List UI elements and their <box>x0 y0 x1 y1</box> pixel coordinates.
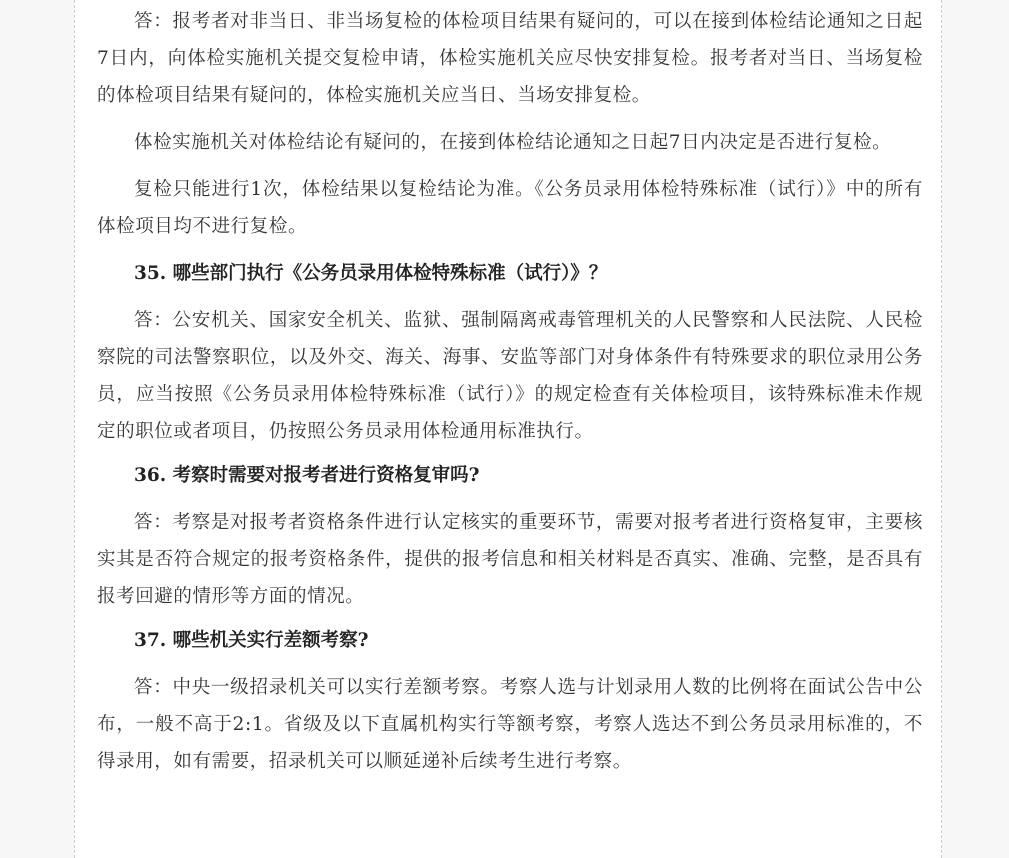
document-content <box>97 3 923 780</box>
question-heading-35: 35. 哪些部门执行《公务员录用体检特殊标准（试行）》？ <box>134 263 608 284</box>
answer-paragraph-recheck: 答：报考者对非当日、非当场复检的体检项目结果有疑问的，可以在接到体检结论通知之日起7日内，向体检实施机关提交复检申请，体检实施机关应尽快安排复检。报考者对当日、当场复检的体检项目结果有疑问的，体检实施机关应当日、当场安排复检。 <box>97 11 923 106</box>
document-page <box>74 0 942 858</box>
answer-paragraph-37: 答：中央一级招录机关可以实行差额考察。考察人选与计划录用人数的比例将在面试公告中公布，一般不高于2:1。省级及以下直属机构实行等额考察，考察人选达不到公务员录用标准的，不得录用，如有需要，招录机关可以顺延递补后续考生进行考察。 <box>97 677 923 772</box>
paragraph-recheck-once: 复检只能进行1次，体检结果以复检结论为准。《公务员录用体检特殊标准（试行）》中的所有体检项目均不进行复检。 <box>97 179 923 237</box>
paragraph-recheck-decision: 体检实施机关对体检结论有疑问的，在接到体检结论通知之日起7日内决定是否进行复检。 <box>134 132 892 153</box>
question-heading-36: 36. 考察时需要对报考者进行资格复审吗? <box>134 465 480 486</box>
answer-paragraph-36: 答：考察是对报考者资格条件进行认定核实的重要环节，需要对报考者进行资格复审，主要核实其是否符合规定的报考资格条件，提供的报考信息和相关材料是否真实、准确、完整，是否具有报考回避的情形等方面的情况。 <box>97 512 923 607</box>
question-heading-37: 37. 哪些机关实行差额考察? <box>134 630 369 651</box>
answer-paragraph-35: 答：公安机关、国家安全机关、监狱、强制隔离戒毒管理机关的人民警察和人民法院、人民检察院的司法警察职位，以及外交、海关、海事、安监等部门对身体条件有特殊要求的职位录用公务员，应当按照《公务员录用体检特殊标准（试行）》的规定检查有关体检项目，该特殊标准未作规定的职位或者项目，仍按照公务员录用体检通用标准执行。 <box>97 310 923 442</box>
